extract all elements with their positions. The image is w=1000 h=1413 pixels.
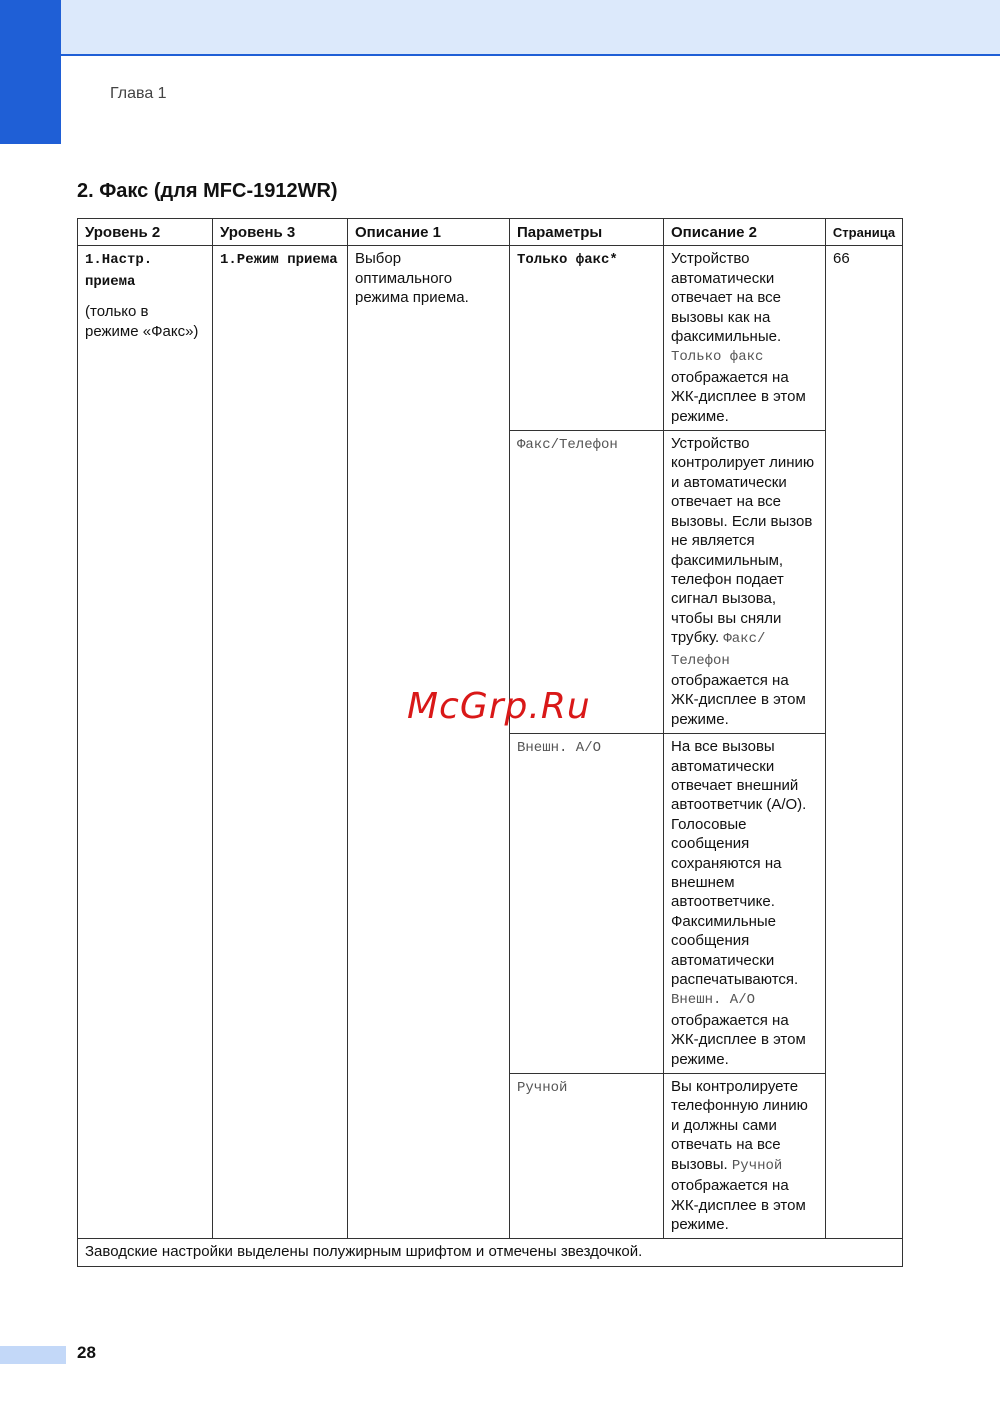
desc2-text: Устройство автоматически отвечает на все вызовы как на факсимильные.	[671, 250, 782, 346]
header-desc2: Описание 2	[664, 219, 826, 246]
desc2-cell	[664, 734, 826, 1074]
param-label: Факс/Телефон	[517, 437, 618, 454]
lcd-text: Только факс	[671, 349, 764, 366]
desc2-text-tail: отображается на ЖК-дисплее в этом режиме.	[671, 368, 806, 425]
desc2-text: Устройство контролирует линию и автоматически отвечает на все вызовы. Если вызов не является факсимильным, телефон подает сигнал вызова, чтобы вы сняли трубку.	[671, 435, 815, 647]
level2-cell	[78, 246, 213, 1239]
desc2-text-tail: отображается на ЖК-дисплее в этом режиме.	[671, 671, 806, 728]
page-cell: 66	[826, 246, 903, 1239]
param-label: Ручной	[517, 1080, 568, 1097]
level2-note: (только в режиме «Факс»)	[85, 303, 199, 340]
header-level3: Уровень 3	[213, 219, 348, 246]
level2-label: 1.Настр. приема	[85, 252, 153, 290]
param-cell	[510, 246, 664, 431]
lcd-text: Внешн. А/О	[671, 992, 756, 1009]
settings-table	[77, 218, 903, 1267]
section-title: 2. Факс (для MFC-1912WR)	[77, 180, 338, 202]
page-number: 28	[77, 1343, 96, 1362]
header-desc1: Описание 1	[348, 219, 510, 246]
chapter-tab	[0, 0, 61, 144]
level3-label: 1.Режим приема	[220, 252, 338, 269]
watermark: McGrp.Ru	[407, 686, 591, 727]
param-label: Внешн. А/О	[517, 740, 602, 757]
lcd-text: Ручной	[731, 1157, 783, 1174]
param-cell	[510, 734, 664, 1074]
table-footer-row	[78, 1239, 903, 1266]
chapter-label: Глава 1	[110, 85, 167, 102]
desc1-cell: Выбор оптимального режима приема.	[348, 246, 510, 1239]
param-label: Только факс*	[517, 252, 618, 269]
table-footer-note: Заводские настройки выделены полужирным шрифтом и отмечены звездочкой.	[78, 1239, 903, 1266]
page-strip	[0, 1346, 66, 1364]
desc2-text-tail: отображается на ЖК-дисплее в этом режиме.	[671, 1177, 806, 1233]
level3-cell	[213, 246, 348, 1239]
table-header-row	[78, 219, 903, 246]
param-cell	[510, 1074, 664, 1239]
header-level2: Уровень 2	[78, 219, 213, 246]
header-band	[0, 0, 1000, 56]
header-params: Параметры	[510, 219, 664, 246]
desc2-text: Вы контролируете телефонную линию и должны сами отвечать на все вызовы.	[671, 1078, 808, 1173]
desc2-text-tail: отображается на ЖК-дисплее в этом режиме.	[671, 1011, 806, 1068]
lcd-text: Факс/Телефон	[671, 631, 766, 669]
desc2-text: На все вызовы автоматически отвечает внешний автоответчик (А/О). Голосовые сообщения сохраняются на внешнем автоответчике. Факсимильные сообщения автоматически распечатываются.	[671, 738, 807, 989]
header-page: Страница	[826, 219, 903, 246]
desc2-cell	[664, 1074, 826, 1239]
desc2-cell	[664, 431, 826, 734]
table-row	[78, 246, 903, 431]
desc2-cell	[664, 246, 826, 431]
